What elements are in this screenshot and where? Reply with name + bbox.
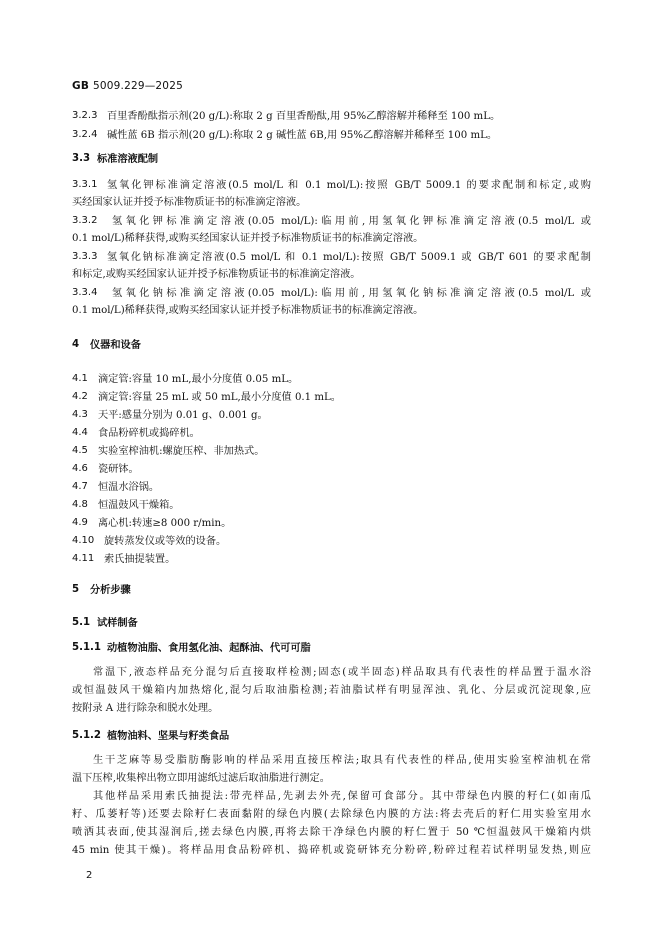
clause-text: 离心机:转速≥8 000 r/min。: [98, 518, 232, 529]
clause-text: 百里香酚酞指示剂(20 g/L):称取 2 g 百里香酚酞,用 95%乙醇溶解并稀释至 100 mL。: [107, 111, 501, 122]
paragraph-line: 常温下,液态样品充分混匀后直接取样检测;固态(或半固态)样品取具有代表性的样品置于温水浴: [93, 667, 591, 678]
clause-text: 旋转蒸发仪或等效的设备。: [104, 536, 227, 547]
clause-text: 天平:感量分别为 0.01 g、0.001 g。: [98, 410, 268, 421]
clause-text: 氢氧化钾标准滴定溶液(0.5 mol/L 和 0.1 mol/L):按照 GB/T 5009.1 的要求配制和标定,或购: [107, 180, 591, 191]
clause-number: 3.3.4: [72, 287, 98, 298]
clause-number: 3.3.3: [72, 251, 98, 262]
clause-number: 4.10: [72, 535, 95, 546]
chapter-number: 5: [72, 584, 80, 595]
clause-number: 3.2.4: [72, 129, 98, 140]
clause-text-continuation: 和标定,或购买经国家认证并授予标准物质证书的标准滴定溶液。: [72, 269, 361, 280]
clause-number: 4.2: [72, 391, 88, 402]
clause-number: 4.6: [72, 463, 88, 474]
standard-header: [72, 80, 183, 92]
standard-prefix: GB: [72, 80, 90, 92]
clause-text: 实验室榨油机:螺旋压榨、非加热式。: [98, 446, 265, 457]
section-heading: 试样制备: [97, 618, 138, 629]
section-heading: 标准溶液配制: [97, 154, 159, 165]
clause-number: 3.3.2: [72, 215, 98, 226]
clause-text: 氢氧化钾标准滴定溶液(0.05 mol/L):临用前,用氢氧化钾标准滴定溶液(0.5 mol/L 或: [112, 216, 591, 227]
clause-number: 4.8: [72, 499, 88, 510]
clause-number: 4.7: [72, 481, 88, 492]
chapter-number: 4: [72, 339, 80, 350]
clause-text-continuation: 买经国家认证并授予标准物质证书的标准滴定溶液。: [72, 197, 307, 208]
clause-text-continuation: 0.1 mol/L)稀释获得,或购买经国家认证并授予标准物质证书的标准滴定溶液。: [72, 233, 424, 244]
subsection-number: 5.1.2: [72, 730, 102, 741]
section-number: 5.1: [72, 617, 91, 628]
clause-number: 4.11: [72, 553, 95, 564]
standard-code: 5009.229—2025: [93, 80, 183, 92]
clause-number: 4.3: [72, 409, 88, 420]
paragraph-line: 按附录 A 进行除杂和脱水处理。: [72, 703, 219, 714]
page-number: 2: [86, 870, 93, 881]
clause-text: 恒温鼓风干燥箱。: [98, 500, 180, 511]
paragraph-line: 籽、瓜蒌籽等)还要去除籽仁表面黏附的绿色内膜(去除绿色内膜的方法:将去壳后的籽仁用实验室用水: [72, 809, 591, 820]
clause-text: 恒温水浴锅。: [98, 482, 160, 493]
clause-text-continuation: 0.1 mol/L)稀释获得,或购买经国家认证并授予标准物质证书的标准滴定溶液。: [72, 305, 424, 316]
paragraph-line: 其他样品采用索氏抽提法:带壳样品,先剥去外壳,保留可食部分。其中带绿色内膜的籽仁(如南瓜: [93, 791, 591, 802]
clause-text: 索氏抽提装置。: [104, 554, 176, 565]
subsection-heading: 植物油料、坚果与籽类食品: [107, 731, 230, 742]
chapter-heading: 仪器和设备: [90, 340, 141, 351]
paragraph-line: 温下压榨,收集榨出物立即用滤纸过滤后取油脂进行测定。: [72, 773, 330, 784]
clause-text: 氢氧化钠标准滴定溶液(0.05 mol/L):临用前,用氢氧化钠标准滴定溶液(0.5 mol/L 或: [112, 288, 591, 299]
clause-text: 瓷研钵。: [98, 464, 139, 475]
paragraph-line: 或恒温鼓风干燥箱内加热熔化,混匀后取油脂检测;若油脂试样有明显浑浊、乳化、分层或沉淀现象,应: [72, 685, 591, 696]
paragraph-line: 45 min 使其干燥)。将样品用食品粉碎机、捣碎机或瓷研钵充分粉碎,粉碎过程若试样明显发热,则应: [72, 845, 591, 856]
clause-number: 3.3.1: [72, 179, 98, 190]
clause-number: 4.1: [72, 373, 88, 384]
chapter-heading: 分析步骤: [90, 585, 131, 596]
clause-number: 4.5: [72, 445, 88, 456]
clause-text: 碱性蓝 6B 指示剂(20 g/L):称取 2 g 碱性蓝 6B,用 95%乙醇溶解并稀释至 100 mL。: [107, 130, 498, 141]
clause-text: 滴定管:容量 10 mL,最小分度值 0.05 mL。: [98, 374, 299, 385]
section-number: 3.3: [72, 153, 91, 164]
clause-text: 滴定管:容量 25 mL 或 50 mL,最小分度值 0.1 mL。: [98, 392, 341, 403]
clause-number: 3.2.3: [72, 110, 98, 121]
paragraph-line: 喷洒其表面,使其湿润后,搓去绿色内膜,再将去除干净绿色内膜的籽仁置于 50 ℃恒温鼓风干燥箱内烘: [72, 827, 591, 838]
clause-text: 食品粉碎机或捣碎机。: [98, 428, 200, 439]
subsection-number: 5.1.1: [72, 642, 102, 653]
subsection-heading: 动植物油脂、食用氢化油、起酥油、代可可脂: [107, 643, 311, 654]
clause-text: 氢氧化钠标准滴定溶液(0.5 mol/L 和 0.1 mol/L):按照 GB/T 5009.1 或 GB/T 601 的要求配制: [107, 252, 591, 263]
clause-number: 4.9: [72, 517, 88, 528]
clause-number: 4.4: [72, 427, 88, 438]
paragraph-line: 生干芝麻等易受脂肪酶影响的样品采用直接压榨法;取具有代表性的样品,使用实验室榨油机在常: [93, 755, 591, 766]
